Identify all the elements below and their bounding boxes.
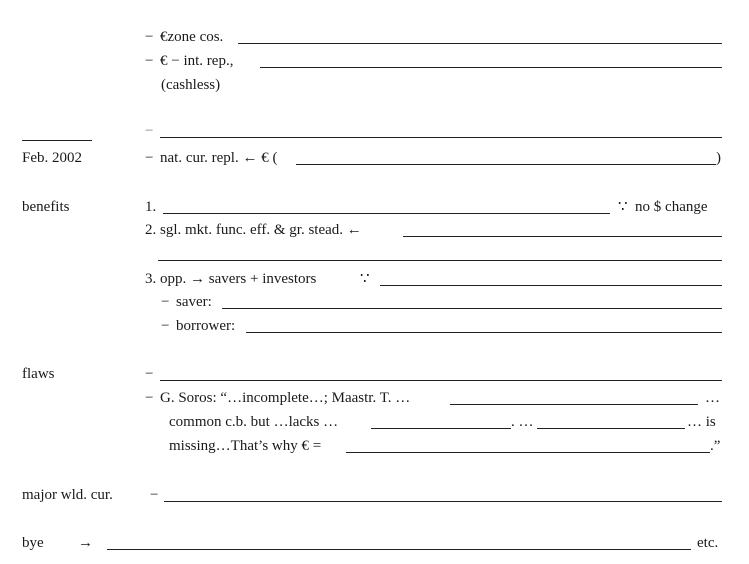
- soros-blank-2a: [371, 428, 511, 429]
- feb-blank: [296, 164, 716, 165]
- feb-text: nat. cur. repl. ← € (: [160, 150, 278, 166]
- soros-line-3: missing…That’s why € =: [169, 438, 322, 454]
- intrep-subtext: (cashless): [161, 77, 221, 93]
- flaws-label: flaws: [22, 366, 55, 382]
- feb-label: Feb. 2002: [22, 150, 82, 166]
- benefit-2-text: 2. sgl. mkt. func. eff. & gr. stead. ←: [145, 222, 362, 238]
- benefit-1-end: ∵ no $ change: [618, 199, 708, 215]
- intrep-text: € − int. rep.,: [160, 53, 234, 69]
- saver-dash: −: [161, 294, 170, 310]
- major-dash: −: [150, 487, 159, 503]
- eurozone-text: €zone cos.: [160, 29, 224, 45]
- saver-text: saver:: [176, 294, 212, 310]
- soros-blank-2b: [537, 428, 685, 429]
- soros-line-2a: common c.b. but …lacks …: [169, 414, 339, 430]
- benefits-label: benefits: [22, 199, 70, 215]
- benefit-1-blank: [163, 213, 610, 214]
- saver-blank: [222, 308, 722, 309]
- benefit-1-num: 1.: [145, 199, 157, 215]
- left-blank-label: [22, 140, 92, 141]
- benefit-2-blank: [403, 236, 722, 237]
- feb-dash: −: [145, 150, 154, 166]
- soros-line-1-end: …: [705, 390, 720, 406]
- soros-line-2b: . …: [511, 414, 534, 430]
- bye-blank: [107, 549, 691, 550]
- intrep-dash: −: [145, 53, 154, 69]
- feb-close: ): [716, 150, 721, 166]
- intrep-blank: [260, 67, 722, 68]
- flaws-blank: [160, 380, 722, 381]
- eurozone-dash: −: [145, 29, 154, 45]
- eurozone-blank: [238, 43, 722, 44]
- blank-row-line: [160, 137, 722, 138]
- major-label: major wld. cur.: [22, 487, 113, 503]
- major-blank: [164, 501, 722, 502]
- soros-blank-1: [450, 404, 698, 405]
- bye-label: bye: [22, 535, 44, 551]
- soros-line-1: G. Soros: “…incomplete…; Maastr. T. …: [160, 390, 411, 406]
- benefit-3-blank: [380, 285, 722, 286]
- bye-arrow: →: [78, 535, 93, 551]
- soros-line-3-end: .”: [710, 438, 721, 454]
- soros-blank-3: [346, 452, 710, 453]
- benefit-2-blank-2: [158, 260, 722, 261]
- flaws-dash: −: [145, 366, 154, 382]
- borrower-dash: −: [161, 318, 170, 334]
- borrower-blank: [246, 332, 722, 333]
- bye-end: etc.: [697, 535, 719, 551]
- soros-line-2c: … is: [687, 414, 716, 430]
- borrower-text: borrower:: [176, 318, 236, 334]
- blank-row-dash: −: [145, 123, 154, 139]
- benefit-3-because: ∵: [360, 271, 370, 287]
- benefit-3-text: 3. opp. → savers + investors: [145, 271, 317, 287]
- soros-dash: −: [145, 390, 154, 406]
